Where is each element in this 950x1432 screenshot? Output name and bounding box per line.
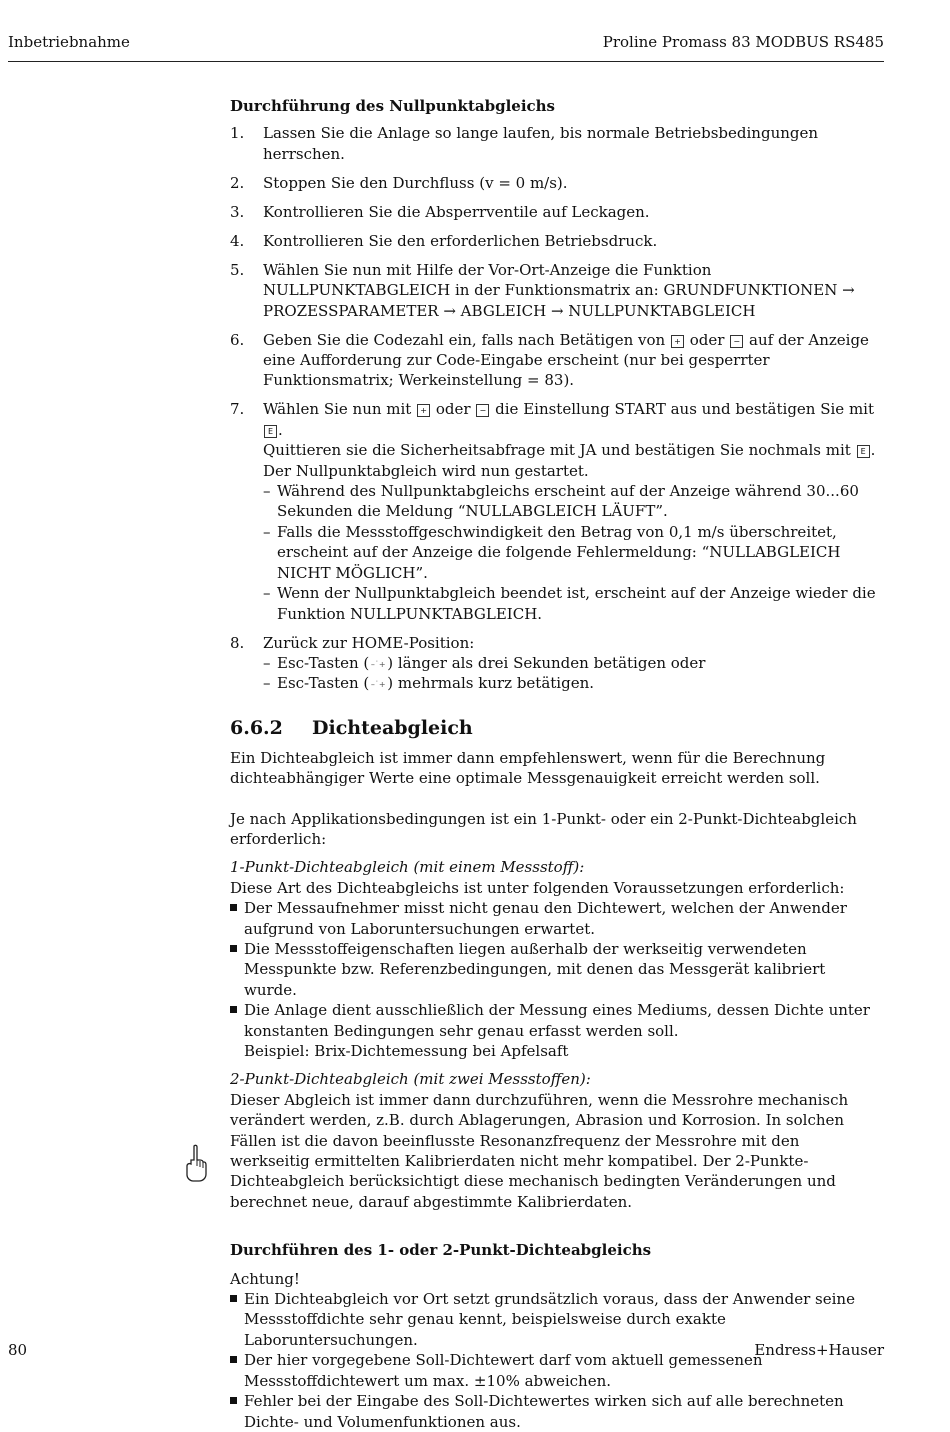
section-number: 6.6.2 [230, 716, 283, 739]
page-number: 80 [8, 1341, 28, 1359]
dash-text: Während des Nullpunktabgleichs erscheint auf der Anzeige während 30...60 Sekunden die Meldung “NULLABGLEICH LÄUFT”. [277, 482, 859, 521]
step-3 [230, 202, 882, 222]
step-text: Lassen Sie die Anlage so lange laufen, bis normale Betriebsbedingungen herrschen. [263, 124, 819, 163]
bullet-text: Fehler bei der Eingabe des Soll-Dichtewertes wirken sich auf alle berechneten Dichte- und Volumenfunktionen aus. [244, 1392, 844, 1431]
plus-key-icon: + [671, 335, 684, 348]
plus-key-icon: + [417, 404, 430, 417]
step-text: oder [435, 400, 471, 419]
bullet-square-icon [230, 945, 237, 952]
section-intro-2: Je nach Applikationsbedingungen ist ein 1-Punkt- oder ein 2-Punkt-Dichteabgleich erforderlich: [230, 809, 857, 848]
one-point-text: Diese Art des Dichteabgleichs ist unter folgenden Voraussetzungen erforderlich: [230, 878, 845, 897]
step-text: Stoppen Sie den Durchfluss (v = 0 m/s). [263, 173, 568, 192]
one-point-title: 1-Punkt-Dichteabgleich (mit einem Messstoff): [230, 858, 585, 877]
dash-item [263, 673, 882, 693]
step-number: 6. [230, 330, 245, 349]
step-1 [230, 123, 882, 164]
procedure-title: Durchführung des Nullpunktabgleichs [230, 97, 555, 115]
step-number: 4. [230, 231, 245, 250]
step-text: . [870, 441, 876, 460]
bullet-text: Der hier vorgegebene Soll-Dichtewert darf vom aktuell gemessenen Messstoffdichtewert um max. ±10% abweichen. [244, 1351, 763, 1390]
enter-key-icon: E [264, 425, 277, 438]
enter-key-icon: E [857, 445, 870, 458]
dash-mark: – [263, 674, 271, 693]
bullet-square-icon [230, 1356, 237, 1363]
minus-key-icon: − [476, 404, 489, 417]
step-number: 7. [230, 400, 245, 419]
step-text: auf der Anzeige eine Aufforderung zur Code-Eingabe erscheint (nur bei gesperrter Funktionsmatrix; Werkeinstellung = 83). [263, 330, 869, 390]
step-5 [230, 260, 882, 321]
step-text: Zurück zur HOME-Position: [263, 633, 475, 652]
dash-text: Falls die Messstoffgeschwindigkeit den Betrag von 0,1 m/s überschreitet, erscheint auf der Anzeige die folgende Fehlermeldung: “NULLABGLEICH NICHT MÖGLICH”. [277, 522, 841, 582]
step-8 [230, 633, 882, 694]
step-text: . [278, 420, 283, 439]
brand-name: Endress+Hauser [754, 1341, 884, 1359]
section-intro: Ein Dichteabgleich ist immer dann empfehlenswert, wenn für die Berechnung dichteabhängiger Werte eine optimale Messgenauigkeit erreicht werden soll. [230, 748, 826, 788]
section-title: Dichteabgleich [312, 716, 473, 739]
step-text: Wählen Sie nun mit [263, 400, 412, 419]
step-6 [230, 330, 882, 391]
dash-mark: – [263, 584, 271, 603]
step-7 [230, 399, 882, 623]
bullet-text: Die Messstoffeigenschaften liegen außerhalb der werkseitig verwendeten Messpunkte bzw. Referenzbedingungen, mit denen das Messgerät kalibriert wurde. [244, 939, 826, 999]
pointing-hand-icon [184, 1144, 208, 1184]
step-number: 1. [230, 124, 245, 143]
step-text: Wählen Sie nun mit Hilfe der Vor-Ort-Anzeige die Funktion NULLPUNKTABGLEICH in der Funktionsmatrix an: GRUNDFUNKTIONEN → PROZESSPARAMETER → ABGLEICH → NULLPUNKTABGLEICH [263, 260, 855, 320]
dash-mark: – [263, 522, 271, 541]
dash-item [263, 653, 882, 673]
header-product: Proline Promass 83 MODBUS RS485 [602, 33, 884, 51]
procedure-steps [230, 123, 882, 693]
bullet-text: Ein Dichteabgleich vor Ort setzt grundsätzlich voraus, dass der Anwender seine Messstoffdichte sehr genau kennt, beispielsweise durch exakte Laboruntersuchungen. [244, 1290, 855, 1349]
dash-item [263, 481, 882, 522]
step-text: Quittieren sie die Sicherheitsabfrage mit JA und bestätigen Sie nochmals mit [263, 441, 851, 460]
step-4 [230, 231, 882, 251]
bullet-item [230, 1000, 882, 1061]
section-heading [230, 716, 882, 740]
step-text: Geben Sie die Codezahl ein, falls nach Betätigen von [263, 330, 666, 349]
bullet-item [230, 939, 882, 1000]
two-point-text: Dieser Abgleich ist immer dann durchzuführen, wenn die Messrohre mechanisch verändert werden, z.B. durch Ablagerungen, Abrasion und Korrosion. In solchen Fällen ist die davon beeinflusste Resonanzfrequenz der Messrohre mit den werkseitig ermittelten Kalibrierdaten nicht mehr kompatibel. Der 2-Punkte-Dichteabgleich berücksichtigt diese mechanisch bedingten Veränderungen und berechnet neue, darauf abgestimmte Kalibrierdaten. [230, 1090, 849, 1211]
minus-key-icon: − [730, 335, 743, 348]
step-number: 2. [230, 173, 245, 192]
dash-text: Wenn der Nullpunktabgleich beendet ist, erscheint auf der Anzeige wieder die Funktion NULLPUNKTABGLEICH. [277, 584, 876, 623]
caution-label: Achtung! [230, 1269, 300, 1288]
dash-item [263, 522, 882, 583]
step-text: oder [689, 330, 725, 349]
dash-mark: – [263, 482, 271, 501]
bullet-square-icon [230, 904, 237, 911]
esc-keys-icon: –˙+ [370, 659, 386, 669]
bullet-text: Die Anlage dient ausschließlich der Messung eines Mediums, dessen Dichte unter konstanten Bedingungen sehr genau erfasst werden soll. [244, 1001, 870, 1040]
dash-text: Esc-Tasten ( [277, 674, 370, 693]
density-procedure-title: Durchführen des 1- oder 2-Punkt-Dichteabgleichs [230, 1241, 652, 1260]
header-chapter: Inbetriebnahme [8, 33, 130, 51]
bullet-square-icon [230, 1397, 237, 1404]
dash-text: ) länger als drei Sekunden betätigen oder [387, 653, 706, 672]
bullet-item [230, 898, 882, 939]
esc-keys-icon: –˙+ [370, 680, 386, 690]
bullet-square-icon [230, 1006, 237, 1013]
step-number: 5. [230, 260, 245, 279]
two-point-title: 2-Punkt-Dichteabgleich (mit zwei Messstoffen): [230, 1070, 591, 1089]
step-number: 8. [230, 633, 245, 652]
bullet-item [230, 1391, 882, 1432]
step-text: die Einstellung START aus und bestätigen Sie mit [495, 400, 875, 419]
dash-item [263, 583, 882, 624]
step-text: Kontrollieren Sie die Absperrventile auf Leckagen. [263, 202, 650, 221]
step-2 [230, 173, 882, 193]
step-text: Kontrollieren Sie den erforderlichen Betriebsdruck. [263, 231, 658, 250]
dash-text: Esc-Tasten ( [277, 653, 370, 672]
dash-mark: – [263, 653, 271, 672]
step-text: Der Nullpunktabgleich wird nun gestartet. [263, 461, 589, 480]
page-header [8, 31, 884, 62]
dash-text: ) mehrmals kurz betätigen. [387, 674, 595, 693]
page-content [230, 96, 882, 1432]
bullet-square-icon [230, 1295, 237, 1302]
example-text: Beispiel: Brix-Dichtemessung bei Apfelsaft [244, 1042, 569, 1060]
bullet-text: Der Messaufnehmer misst nicht genau den Dichtewert, welchen der Anwender aufgrund von Laboruntersuchungen erwartet. [244, 899, 847, 938]
step-number: 3. [230, 202, 245, 221]
